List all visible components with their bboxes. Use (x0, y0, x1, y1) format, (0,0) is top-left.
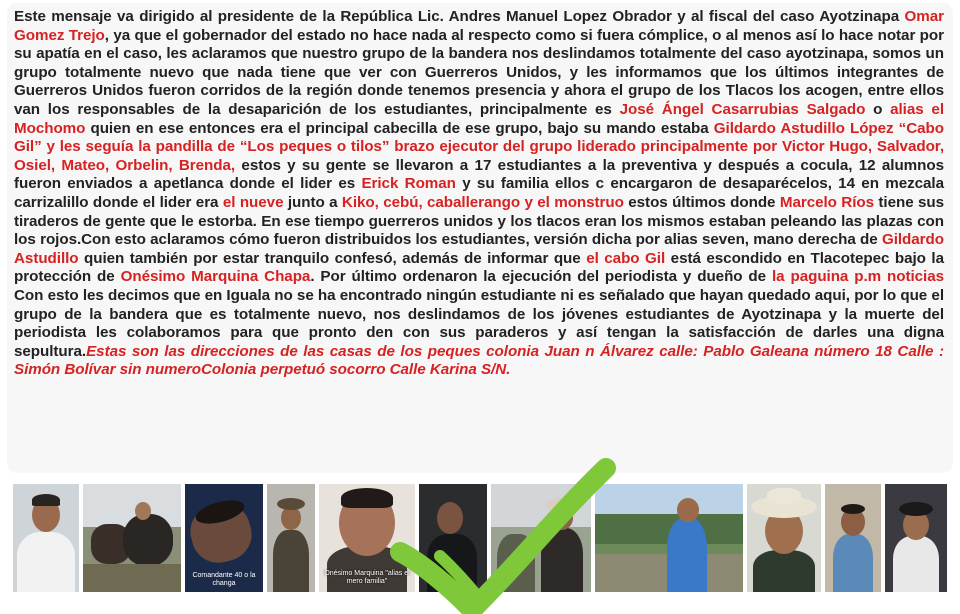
message-segment: José Ángel Casarrubias Salgado (619, 100, 866, 118)
message-segment: Erick Roman (361, 175, 456, 193)
message-segment: Gildardo Astudillo López “Cabo Gil” y les seguía la pandilla de “Los peques o tilos” brazo ejecutor del grupo liderado principalmente por Victor Hugo, Salvador, Osiel, Mateo, Orbelin, Brenda, (14, 119, 944, 174)
photo-horse-riders (83, 484, 181, 592)
message-segment: tiene sus tiraderos de gente que le estorba. En ese tiempo guerreros unidos y los tlacos eran los mismos estaban peleando las plazas con los rojos.Con esto aclaramos cómo fueron distribuidos los estudiantes, versión dicha por alias seven, mano derecha de (14, 193, 945, 249)
message-segment: estos y su gente se llevaron a 17 estudiantes a la preventiva y después a cocula, 12 alumnos fueron enviados a apetlanca donde el lider es (14, 156, 944, 193)
photo-man-cap (267, 484, 315, 592)
photo-cowboy-hat (747, 484, 821, 592)
message-segment: alias el Mochomo (14, 100, 944, 137)
message-segment: o (865, 100, 891, 118)
photo-comandante (185, 484, 263, 592)
message-segment: , ya que el gobernador del estado no hace nada al respecto como si fuera cómplice, o al menos así lo hace notar por su apatía en el caso, les aclaramos que nuestro grupo de la bandera nos deslindamos totalmente del caso ayotzinapa, somos un grupo totalmente nuevo que nada tiene que ver con Guerreros Unidos, y les informamos que los últimos integrantes de Guerreros Unidos fueron corridos de la región donde tenemos presencia y ahora el grupo de los Tlacos los acogen, entre ellos van los responsables de la desaparición de los estudiantes, principalmente es (14, 26, 944, 118)
caption-comandante: Comandante 40 o la changa (192, 572, 256, 587)
message-segment: el nueve (222, 193, 284, 211)
photo-man-white-shirt (13, 484, 79, 592)
message-segment: Marcelo Ríos (779, 193, 874, 211)
message-segment: Kiko, cebú, caballerango y el monstruo (341, 193, 624, 211)
message-segment: Onésimo Marquina Chapa (120, 268, 311, 286)
message-segment: Este mensaje va dirigido al presidente de la República Lic. Andres Manuel Lopez Obrador y al fiscal del caso Ayotzinapa (14, 8, 905, 25)
caption-onesimo: Onésimo Marquina "alias el mero familia" (324, 570, 410, 585)
message-segment: estos últimos donde (623, 193, 780, 211)
message-segment: está escondido en Tlacotepec bajo la protección de (14, 249, 944, 286)
message-segment: Omar Gomez Trejo (14, 8, 944, 44)
checkmark-stroke-right (472, 468, 606, 610)
message-segment: Estas son las direcciones de las casas de los peques colonia Juan n Álvarez calle: Pablo Galeana número 18 Calle : Simón Bolívar sin numeroColonia perpetuó socorro Calle Karina S/N. (14, 342, 944, 379)
message-segment: la paguina p.m noticias (771, 268, 944, 286)
message-segment: quien en ese entonces era el principal cabecilla de ese grupo, bajo su mando estaba (85, 119, 714, 137)
message-segment: Con esto les decimos que en Iguala no se ha encontrado ningún estudiante ni es señalado que hayan quedado aqui, por lo que el grupo de la bandera que es totalmente nuevo, nos deslindamos de los jóvenes estudiantes de Ayotzinapa y la muerte del periodista les colaboramos para que pronto den con sus paraderos y así tengan la satisfacción de darles una digna sepultura. (14, 286, 944, 360)
message-segment: Gildardo Astudillo (14, 231, 944, 267)
message-segment: . Por último ordenaron la ejecución del periodista y dueño de (310, 268, 772, 286)
message-text (14, 8, 944, 380)
photo-child (825, 484, 881, 592)
message-segment: junto a (283, 193, 342, 211)
message-segment: quien también por estar tranquilo confesó, además de informar que (78, 249, 587, 267)
message-segment: y su familia ellos c encargaron de desaparécelos, 14 en mezcala carrizalillo donde el lider era (14, 175, 944, 211)
message-segment: el cabo Gil (586, 249, 666, 267)
photo-man-white (885, 484, 947, 592)
green-checkmark-icon (380, 452, 640, 614)
